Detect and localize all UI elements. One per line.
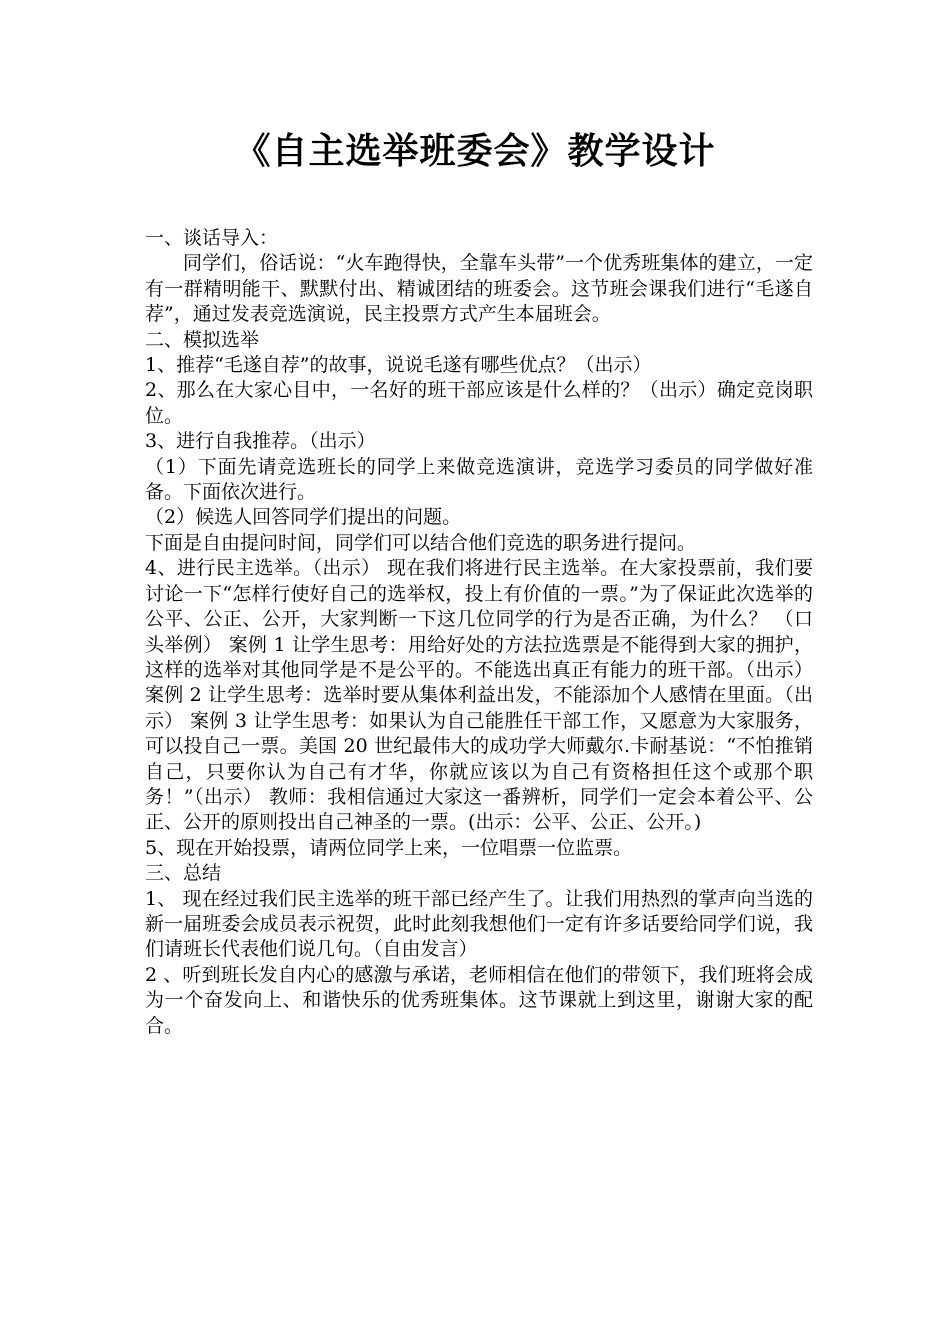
paragraph-step-2: 2、那么在大家心目中，一名好的班干部应该是什么样的？（出示）确定竞岗职位。 bbox=[145, 379, 813, 427]
section-heading-summary: 三、总结 bbox=[145, 862, 222, 885]
paragraph-summary-1: 1、 现在经过我们民主选举的班干部已经产生了。让我们用热烈的掌声向当选的新一届班委会成员表示祝贺，此时此刻我想他们一定有许多话要给同学们说，我们请班长代表他们说几句。（自由发言） bbox=[145, 887, 813, 961]
paragraph-step-3-1: （1）下面先请竞选班长的同学上来做竞选演讲，竞选学习委员的同学做好准备。下面依次进行。 bbox=[145, 455, 813, 504]
paragraph-step-1: 1、推荐“毛遂自荐”的故事，说说毛遂有哪些优点？（出示） bbox=[145, 354, 652, 377]
paragraph-step-3-2: （2）候选人回答同学们提出的问题。 bbox=[145, 506, 462, 529]
paragraph-step-3: 3、进行自我推荐。（出示） bbox=[145, 430, 376, 453]
paragraph-step-5: 5、现在开始投票，请两位同学上来，一位唱票一位监票。 bbox=[145, 836, 633, 859]
paragraph-step-4: 4、进行民主选举。（出示） 现在我们将进行民主选举。在大家投票前，我们要讨论一下“怎样行使好自己的选举权，投上有价值的一票。”为了保证此次选举的公平、公正、公开，大家判断一下这几位同学的行为是否正确，为什么？ （口头举例） 案例 1 让学生思考：用给好处的方法拉选票是不能得到大家的拥护，这样的选举对其他同学是不是公平的。不能选出真正有能力的班干部。（出示） 案例 2 让学生思考：选举时要从集体利益出发，不能添加个人感情在里面。（出示） 案例 3 让学生思考：如果认为自己能胜任干部工作，又愿意为大家服务，可以投自己一票。美国 20 世纪最伟大的成功学大师戴尔.卡耐基说：“不怕推销自己，只要你认为自己有才华，你就应该以为自己有资格担任这个或那个职务！”（出示） 教师：我相信通过大家这一番辨析，同学们一定会本着公平、公正、公开的原则投出自己神圣的一票。(出示：公平、公正、公开。) bbox=[145, 557, 813, 834]
document-body bbox=[145, 226, 813, 1039]
document-title: 《自主选举班委会》教学设计 bbox=[234, 131, 716, 172]
paragraph-free-questions: 下面是自由提问时间，同学们可以结合他们竞选的职务进行提问。 bbox=[145, 531, 697, 554]
section-heading-election: 二、模拟选举 bbox=[145, 328, 260, 351]
paragraph-summary-2: 2 、听到班长发自内心的感激与承诺，老师相信在他们的带领下，我们班将会成为一个奋发向上、和谐快乐的优秀班集体。这节课就上到这里，谢谢大家的配合。 bbox=[145, 963, 813, 1037]
paragraph-intro: 同学们，俗话说：“火车跑得快，全靠车头带”一个优秀班集体的建立，一定有一群精明能干、默默付出、精诚团结的班委会。这节班会课我们进行“毛遂自荐”，通过发表竞选演说，民主投票方式产生本届班会。 bbox=[145, 252, 813, 326]
section-heading-intro: 一、谈话导入： bbox=[145, 227, 279, 249]
